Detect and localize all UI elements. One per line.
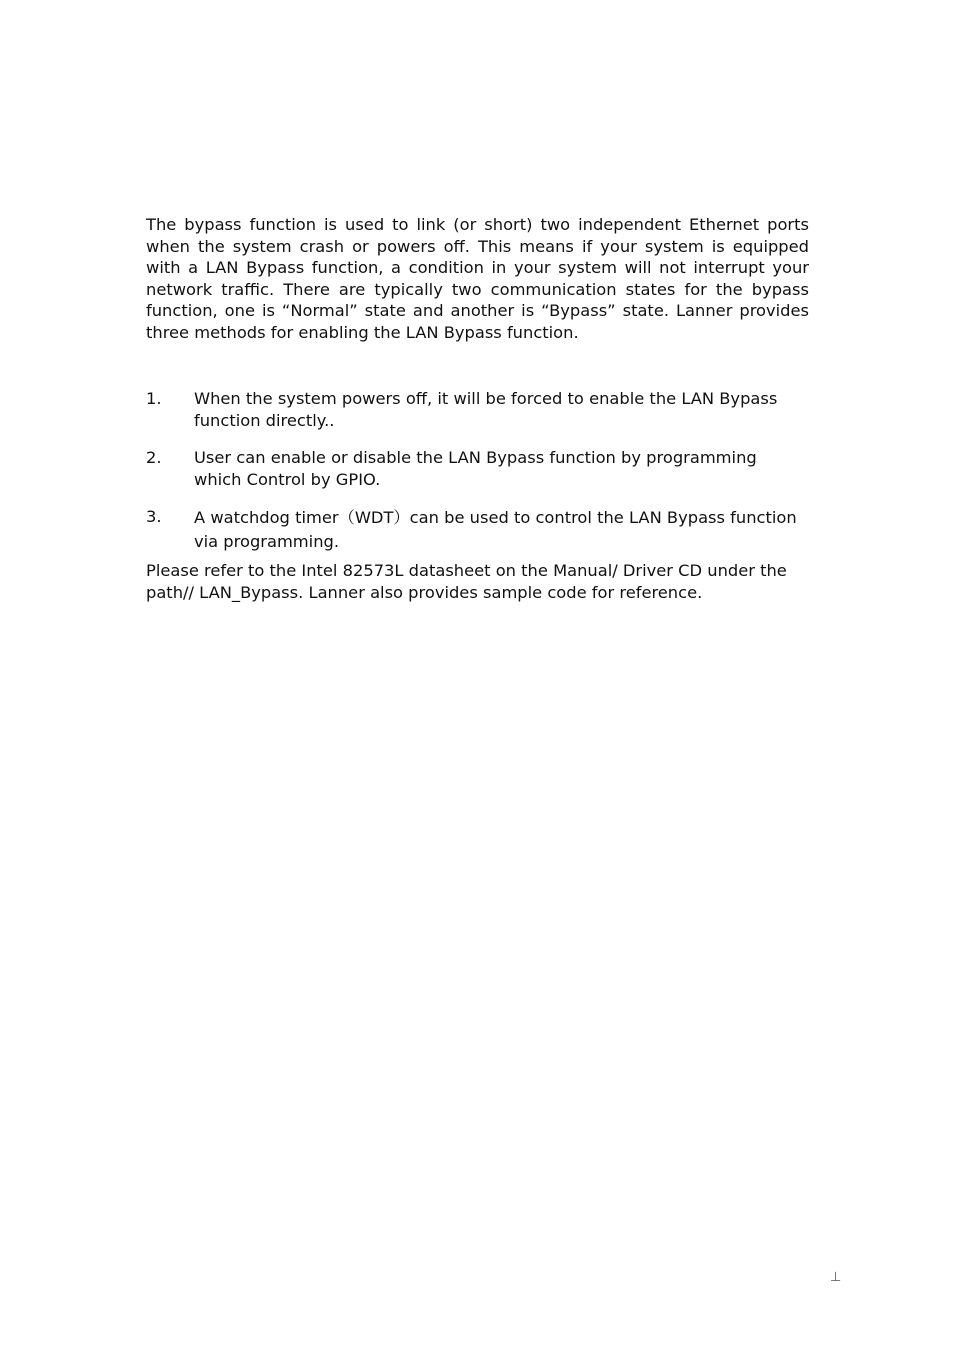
list-item-text: User can enable or disable the LAN Bypass function by programming which Control by GPIO. bbox=[194, 448, 757, 489]
reference-paragraph: Please refer to the Intel 82573L datasheet on the Manual/ Driver CD under the path// LAN_Bypass. Lanner also provides sample code for reference. bbox=[146, 561, 787, 602]
document-body bbox=[146, 214, 809, 603]
list-item-number: 1. bbox=[146, 389, 162, 408]
list-item-number: 3. bbox=[146, 507, 162, 526]
list-item-text: When the system powers off, it will be forced to enable the LAN Bypass function directly.. bbox=[194, 389, 778, 430]
bypass-methods-list bbox=[146, 388, 809, 554]
list-item-text: A watchdog timer（WDT）can be used to control the LAN Bypass function via programming. bbox=[194, 508, 797, 551]
list-item bbox=[146, 388, 809, 431]
intro-paragraph: The bypass function is used to link (or short) two independent Ethernet ports when the system crash or powers off. This means if your system is equipped with a LAN Bypass function, a condition in your system will not interrupt your network traffic. There are typically two communication states for the bypass function, one is “Normal” state and another is “Bypass” state. Lanner provides three methods for enabling the LAN Bypass function. bbox=[146, 215, 809, 342]
list-item bbox=[146, 447, 809, 490]
list-item-number: 2. bbox=[146, 448, 162, 467]
list-item bbox=[146, 506, 809, 554]
page-marker: ⊥ bbox=[830, 1270, 842, 1285]
